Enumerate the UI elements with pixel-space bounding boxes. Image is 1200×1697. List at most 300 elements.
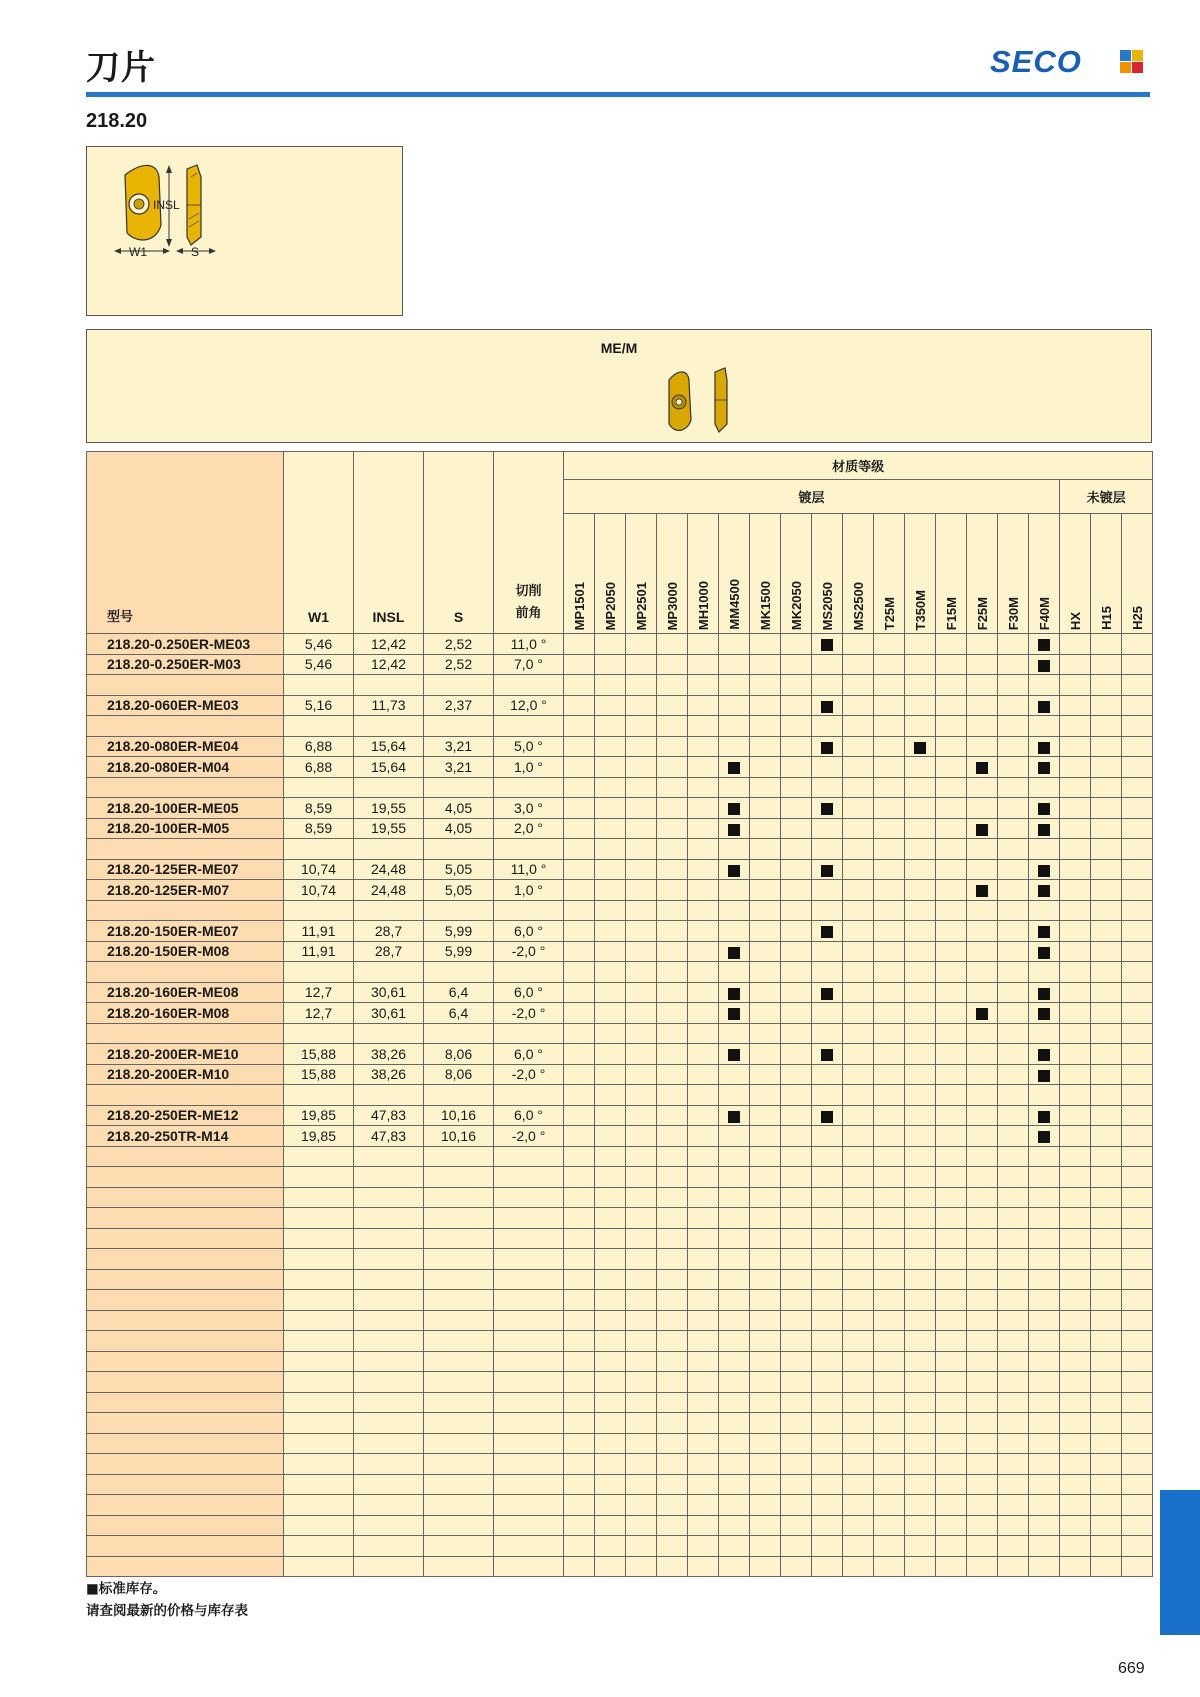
cell-grade-mm4500 [719, 1249, 750, 1270]
cell-w1: 19,85 [284, 1126, 354, 1147]
cell-grade-t25m [874, 859, 905, 880]
cell-grade-h15 [1091, 634, 1122, 655]
cell-grade-h25 [1122, 818, 1153, 839]
table-row-empty [87, 1351, 1153, 1372]
cell-w1 [284, 777, 354, 798]
cell-grade-mp2050 [595, 695, 626, 716]
cell-grade-mk2050 [781, 736, 812, 757]
cell-grade-f40m [1029, 1228, 1060, 1249]
cell-s: 2,52 [424, 634, 494, 655]
cell-grade-f25m [967, 1433, 998, 1454]
header-uncoated [1060, 480, 1153, 514]
cell-grade-t350m [905, 941, 936, 962]
cell-grade-mm4500 [719, 736, 750, 757]
cell-grade-mp2050 [595, 1126, 626, 1147]
cell-grade-t25m [874, 1187, 905, 1208]
stock-mark-icon [1038, 1049, 1050, 1061]
cell-grade-mp2501 [626, 1495, 657, 1516]
cell-grade-mh1000 [688, 839, 719, 860]
cell-grade-f40m [1029, 654, 1060, 675]
cell-grade-mk1500 [750, 1392, 781, 1413]
cell-grade-mp2050 [595, 1351, 626, 1372]
cell-grade-f25m [967, 654, 998, 675]
cell-grade-mm4500 [719, 880, 750, 901]
stock-mark-icon [728, 1111, 740, 1123]
cell-grade-t25m [874, 716, 905, 737]
cell-grade-f25m [967, 634, 998, 655]
cell-grade-mp1501 [564, 1064, 595, 1085]
cell-grade-mp3000 [657, 675, 688, 696]
cell-grade-mh1000 [688, 1023, 719, 1044]
cell-grade-mp1501 [564, 1310, 595, 1331]
cell-grade-h15 [1091, 1290, 1122, 1311]
cell-grade-h25 [1122, 1495, 1153, 1516]
cell-angle [494, 1372, 564, 1393]
cell-grade-t25m [874, 982, 905, 1003]
stock-mark-icon [821, 1111, 833, 1123]
cell-grade-f40m [1029, 1085, 1060, 1106]
cell-grade-f15m [936, 1536, 967, 1557]
cell-grade-h25 [1122, 695, 1153, 716]
cell-grade-mp2501 [626, 695, 657, 716]
cell-grade-mk1500 [750, 1105, 781, 1126]
cell-grade-mp2050 [595, 1208, 626, 1229]
cell-s [424, 1556, 494, 1577]
cell-s [424, 1310, 494, 1331]
cell-grade-ms2050 [812, 1167, 843, 1188]
cell-grade-ms2500 [843, 1167, 874, 1188]
cell-grade-f30m [998, 1003, 1029, 1024]
cell-grade-mk1500 [750, 736, 781, 757]
cell-grade-ms2500 [843, 839, 874, 860]
cell-grade-mp2501 [626, 1023, 657, 1044]
cell-grade-hx [1060, 736, 1091, 757]
cell-grade-hx [1060, 900, 1091, 921]
cell-grade-mp1501 [564, 1290, 595, 1311]
header-s: S [424, 452, 494, 634]
cell-grade-mp1501 [564, 1351, 595, 1372]
cell-grade-mp3000 [657, 1331, 688, 1352]
grade-table [86, 451, 1153, 1577]
cell-grade-f30m [998, 1331, 1029, 1352]
cell-grade-mp1501 [564, 1331, 595, 1352]
cell-angle: 5,0 ° [494, 736, 564, 757]
cell-angle: 11,0 ° [494, 859, 564, 880]
cell-w1 [284, 900, 354, 921]
cell-angle [494, 675, 564, 696]
cell-grade-h25 [1122, 859, 1153, 880]
cell-model [87, 1413, 284, 1434]
cell-insl [354, 777, 424, 798]
cell-s [424, 1146, 494, 1167]
header-uncoated-label: 未镀层 [1086, 491, 1126, 506]
cell-grade-mm4500 [719, 1433, 750, 1454]
cell-grade-f40m [1029, 962, 1060, 983]
cell-grade-mp2501 [626, 757, 657, 778]
table-row-empty [87, 1146, 1153, 1167]
cell-grade-f25m [967, 1003, 998, 1024]
cell-s: 10,16 [424, 1105, 494, 1126]
cell-grade-t25m [874, 1392, 905, 1413]
cell-w1: 15,88 [284, 1064, 354, 1085]
cell-s [424, 777, 494, 798]
cell-grade-h15 [1091, 1044, 1122, 1065]
cell-grade-f25m [967, 1392, 998, 1413]
grade-label: HX [1067, 611, 1083, 630]
cell-grade-f15m [936, 1372, 967, 1393]
cell-grade-f40m [1029, 818, 1060, 839]
cell-grade-mp1501 [564, 1208, 595, 1229]
cell-grade-t350m [905, 1126, 936, 1147]
cell-grade-mh1000 [688, 900, 719, 921]
grade-column-f30m [998, 514, 1029, 634]
cell-grade-f25m [967, 1187, 998, 1208]
cell-grade-mk1500 [750, 1515, 781, 1536]
cell-angle [494, 962, 564, 983]
cell-grade-f40m [1029, 1044, 1060, 1065]
cell-grade-h25 [1122, 982, 1153, 1003]
stock-mark-icon [1038, 701, 1050, 713]
table-row-empty [87, 1556, 1153, 1577]
cell-angle [494, 1269, 564, 1290]
cell-model: 218.20-160ER-ME08 [87, 982, 284, 1003]
cell-grade-mm4500 [719, 777, 750, 798]
cell-grade-ms2050 [812, 1331, 843, 1352]
cell-w1: 10,74 [284, 880, 354, 901]
cell-grade-t25m [874, 675, 905, 696]
cell-grade-f40m [1029, 777, 1060, 798]
s-dim-label: S [191, 245, 200, 259]
cell-grade-f30m [998, 798, 1029, 819]
cell-grade-mp2050 [595, 634, 626, 655]
cell-model [87, 1392, 284, 1413]
cell-grade-ms2500 [843, 716, 874, 737]
cell-grade-ms2500 [843, 1413, 874, 1434]
table-row-empty [87, 1515, 1153, 1536]
cell-grade-hx [1060, 880, 1091, 901]
cell-grade-mm4500 [719, 1126, 750, 1147]
cell-grade-mk2050 [781, 654, 812, 675]
cell-insl: 19,55 [354, 818, 424, 839]
cell-grade-mp2050 [595, 859, 626, 880]
stock-mark-icon [821, 639, 833, 651]
cell-grade-t350m [905, 1064, 936, 1085]
cell-grade-t25m [874, 1269, 905, 1290]
cell-grade-mp1501 [564, 798, 595, 819]
cell-grade-mm4500 [719, 798, 750, 819]
cell-insl: 28,7 [354, 941, 424, 962]
cell-grade-mm4500 [719, 1331, 750, 1352]
cell-grade-mh1000 [688, 1269, 719, 1290]
cell-grade-mp2501 [626, 1372, 657, 1393]
cell-grade-mk2050 [781, 1495, 812, 1516]
cell-grade-h15 [1091, 982, 1122, 1003]
cell-angle: 6,0 ° [494, 1105, 564, 1126]
cell-grade-h15 [1091, 1515, 1122, 1536]
cell-grade-h25 [1122, 1146, 1153, 1167]
cell-grade-mp3000 [657, 1064, 688, 1085]
cell-grade-mp1501 [564, 1044, 595, 1065]
cell-w1 [284, 1392, 354, 1413]
cell-grade-h15 [1091, 798, 1122, 819]
cell-grade-hx [1060, 1064, 1091, 1085]
cell-grade-t25m [874, 1044, 905, 1065]
grade-column-t25m [874, 514, 905, 634]
cell-grade-ms2050 [812, 675, 843, 696]
cell-grade-mm4500 [719, 1454, 750, 1475]
cell-grade-mp3000 [657, 757, 688, 778]
header-model [87, 452, 284, 634]
cell-grade-h25 [1122, 1413, 1153, 1434]
cell-s [424, 1290, 494, 1311]
cell-model: 218.20-160ER-M08 [87, 1003, 284, 1024]
cell-grade-f25m [967, 1167, 998, 1188]
cell-grade-mp3000 [657, 1413, 688, 1434]
cell-grade-f30m [998, 839, 1029, 860]
cell-grade-mk2050 [781, 1187, 812, 1208]
cell-grade-mp2501 [626, 839, 657, 860]
stock-mark-icon [728, 803, 740, 815]
stock-mark-icon [914, 742, 926, 754]
cell-grade-mm4500 [719, 1167, 750, 1188]
cell-grade-h15 [1091, 1433, 1122, 1454]
cell-grade-h25 [1122, 1003, 1153, 1024]
cell-grade-h15 [1091, 716, 1122, 737]
cell-grade-ms2050 [812, 757, 843, 778]
cell-grade-f40m [1029, 900, 1060, 921]
cell-grade-mh1000 [688, 736, 719, 757]
cell-grade-f25m [967, 859, 998, 880]
cell-insl [354, 1433, 424, 1454]
cell-grade-t25m [874, 654, 905, 675]
grade-label: MP2050 [602, 581, 618, 630]
cell-grade-ms2050 [812, 1392, 843, 1413]
cell-grade-mm4500 [719, 654, 750, 675]
cell-grade-ms2500 [843, 859, 874, 880]
cell-grade-f15m [936, 818, 967, 839]
cell-grade-f40m [1029, 1146, 1060, 1167]
cell-grade-mp2050 [595, 1064, 626, 1085]
table-row-empty [87, 777, 1153, 798]
cell-angle [494, 1556, 564, 1577]
cell-grade-f15m [936, 1126, 967, 1147]
cell-grade-ms2050 [812, 818, 843, 839]
cell-grade-mk2050 [781, 1433, 812, 1454]
cell-grade-f30m [998, 962, 1029, 983]
cell-grade-f25m [967, 1085, 998, 1106]
cell-grade-t350m [905, 982, 936, 1003]
cell-grade-mk2050 [781, 1167, 812, 1188]
cell-grade-mp1501 [564, 1105, 595, 1126]
cell-grade-t25m [874, 921, 905, 942]
cell-grade-f40m [1029, 1433, 1060, 1454]
cell-grade-mm4500 [719, 1495, 750, 1516]
cell-grade-f30m [998, 1556, 1029, 1577]
cell-grade-ms2050 [812, 1372, 843, 1393]
cell-grade-mp1501 [564, 1023, 595, 1044]
cell-grade-h15 [1091, 1146, 1122, 1167]
cell-model: 218.20-150ER-ME07 [87, 921, 284, 942]
cell-grade-mp2050 [595, 1372, 626, 1393]
cell-grade-h25 [1122, 736, 1153, 757]
cell-grade-mm4500 [719, 634, 750, 655]
cell-grade-f25m [967, 1269, 998, 1290]
cell-model [87, 716, 284, 737]
cell-grade-h15 [1091, 1474, 1122, 1495]
cell-grade-ms2050 [812, 1310, 843, 1331]
cell-s [424, 962, 494, 983]
cell-grade-ms2500 [843, 1495, 874, 1516]
cell-grade-mk2050 [781, 1290, 812, 1311]
header-coated-label: 镀层 [798, 491, 825, 506]
cell-grade-mh1000 [688, 859, 719, 880]
cell-s: 10,16 [424, 1126, 494, 1147]
cell-grade-mk1500 [750, 1536, 781, 1557]
cell-grade-mk2050 [781, 1146, 812, 1167]
cell-grade-f15m [936, 654, 967, 675]
cell-w1 [284, 1085, 354, 1106]
cell-grade-mm4500 [719, 1146, 750, 1167]
cell-w1: 11,91 [284, 921, 354, 942]
cell-model: 218.20-150ER-M08 [87, 941, 284, 962]
cell-grade-mk2050 [781, 921, 812, 942]
cell-grade-ms2050 [812, 1085, 843, 1106]
cell-grade-mk2050 [781, 1003, 812, 1024]
cell-angle [494, 777, 564, 798]
cell-grade-mk1500 [750, 695, 781, 716]
cell-grade-ms2500 [843, 1310, 874, 1331]
cell-grade-f40m [1029, 880, 1060, 901]
cell-grade-mp3000 [657, 859, 688, 880]
cell-grade-hx [1060, 654, 1091, 675]
cell-model [87, 1269, 284, 1290]
cell-grade-mk1500 [750, 675, 781, 696]
cell-grade-mk1500 [750, 1044, 781, 1065]
cell-grade-f25m [967, 695, 998, 716]
cell-grade-ms2500 [843, 1146, 874, 1167]
cell-grade-mp2501 [626, 1515, 657, 1536]
cell-grade-mk1500 [750, 798, 781, 819]
cell-grade-mm4500 [719, 1536, 750, 1557]
cell-grade-mm4500 [719, 1085, 750, 1106]
stock-mark-icon [1038, 865, 1050, 877]
cell-insl [354, 839, 424, 860]
table-row [87, 736, 1153, 757]
cell-s: 6,4 [424, 982, 494, 1003]
cell-grade-ms2500 [843, 1269, 874, 1290]
cell-grade-t25m [874, 1310, 905, 1331]
cell-angle [494, 1146, 564, 1167]
cell-grade-mp3000 [657, 654, 688, 675]
cell-grade-mp1501 [564, 962, 595, 983]
stock-mark-icon [976, 1008, 988, 1020]
cell-grade-ms2500 [843, 634, 874, 655]
cell-grade-mk2050 [781, 880, 812, 901]
cell-s: 5,05 [424, 880, 494, 901]
cell-grade-hx [1060, 716, 1091, 737]
cell-grade-h25 [1122, 1372, 1153, 1393]
cell-w1 [284, 839, 354, 860]
stock-mark-icon [821, 1049, 833, 1061]
grade-column-h25 [1122, 514, 1153, 634]
cell-grade-mp3000 [657, 1044, 688, 1065]
cell-grade-mp1501 [564, 1433, 595, 1454]
cell-grade-t25m [874, 757, 905, 778]
footnote [86, 1578, 248, 1622]
cell-grade-mp1501 [564, 982, 595, 1003]
cell-s [424, 1433, 494, 1454]
cell-grade-t25m [874, 1290, 905, 1311]
cell-w1 [284, 1351, 354, 1372]
cell-grade-mp2050 [595, 1290, 626, 1311]
cell-model [87, 900, 284, 921]
cell-grade-mk2050 [781, 1228, 812, 1249]
cell-grade-mp2501 [626, 1187, 657, 1208]
cell-grade-mp3000 [657, 982, 688, 1003]
cell-grade-mh1000 [688, 675, 719, 696]
cell-grade-t25m [874, 1003, 905, 1024]
cell-grade-f40m [1029, 1392, 1060, 1413]
cell-grade-f40m [1029, 1351, 1060, 1372]
cell-grade-mm4500 [719, 900, 750, 921]
cell-grade-hx [1060, 634, 1091, 655]
cell-grade-t350m [905, 675, 936, 696]
grade-label: MP1501 [571, 581, 587, 630]
cell-grade-mp2050 [595, 818, 626, 839]
cell-grade-f40m [1029, 634, 1060, 655]
cell-grade-mp2050 [595, 1228, 626, 1249]
cell-grade-mp3000 [657, 1146, 688, 1167]
cell-angle [494, 1290, 564, 1311]
cell-grade-hx [1060, 1249, 1091, 1270]
cell-grade-f15m [936, 1413, 967, 1434]
cell-grade-mp1501 [564, 1146, 595, 1167]
cell-grade-mk1500 [750, 839, 781, 860]
cell-grade-f25m [967, 982, 998, 1003]
cell-grade-mh1000 [688, 1413, 719, 1434]
cell-grade-mk2050 [781, 982, 812, 1003]
table-row-empty [87, 839, 1153, 860]
cell-grade-ms2050 [812, 880, 843, 901]
cell-insl [354, 1454, 424, 1475]
cell-grade-f30m [998, 1064, 1029, 1085]
cell-grade-ms2050 [812, 1515, 843, 1536]
cell-grade-f30m [998, 1023, 1029, 1044]
cell-s [424, 1392, 494, 1413]
cell-grade-mp1501 [564, 859, 595, 880]
cell-grade-f25m [967, 1556, 998, 1577]
cell-grade-f15m [936, 736, 967, 757]
insert-image-icon [661, 366, 741, 436]
cell-insl: 19,55 [354, 798, 424, 819]
cell-grade-f30m [998, 675, 1029, 696]
table-row-empty [87, 900, 1153, 921]
cell-grade-hx [1060, 921, 1091, 942]
cell-model: 218.20-100ER-ME05 [87, 798, 284, 819]
grade-label: F40M [1036, 596, 1052, 630]
cell-angle [494, 900, 564, 921]
cell-grade-h25 [1122, 1331, 1153, 1352]
cell-grade-f15m [936, 900, 967, 921]
cell-grade-mk1500 [750, 941, 781, 962]
cell-grade-mp2050 [595, 1433, 626, 1454]
cell-grade-mp2050 [595, 777, 626, 798]
cell-grade-mp1501 [564, 1474, 595, 1495]
cell-grade-f40m [1029, 1249, 1060, 1270]
cell-grade-mp2050 [595, 1495, 626, 1516]
cell-grade-hx [1060, 982, 1091, 1003]
cell-insl [354, 1208, 424, 1229]
